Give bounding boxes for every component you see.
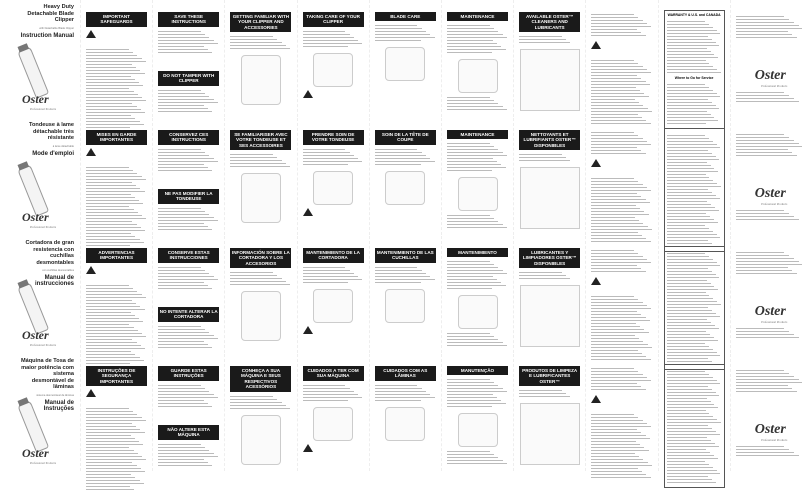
body-text xyxy=(158,149,219,171)
maintenance-illustration xyxy=(458,295,498,329)
oster-logo: Oster Professional Products xyxy=(754,186,788,206)
warranty-panel xyxy=(658,118,730,235)
body-text xyxy=(158,208,219,230)
body-text xyxy=(736,134,802,156)
warning-icon xyxy=(303,208,313,216)
body-text xyxy=(667,135,722,247)
body-text xyxy=(375,25,436,41)
section-heading: MISES EN GARDE IMPORTANTES xyxy=(86,130,147,145)
body-text xyxy=(158,90,219,112)
body-text xyxy=(230,36,291,49)
section-heading: BLADE CARE xyxy=(375,12,436,21)
service-panel xyxy=(585,0,657,117)
warning-icon xyxy=(86,266,96,274)
products-table xyxy=(520,285,580,347)
section-heading: NETTOYANTS ET LUBRIFIANTS OSTER™ DISPONIBLES xyxy=(519,130,580,150)
manual-title: Manual de instrucciones xyxy=(34,275,74,287)
panel-3 xyxy=(297,354,369,471)
body-text xyxy=(736,370,802,392)
product-title: Tondeuse à lame détachable très résistante xyxy=(29,122,74,141)
warning-icon xyxy=(303,90,313,98)
section-heading: CONHEÇA A SUA MÁQUINA E SEUS RESPECTIVOS ACESSÓRIOS xyxy=(230,366,291,392)
panel-2 xyxy=(224,354,296,471)
body-text xyxy=(303,31,364,47)
panel-2 xyxy=(224,236,296,353)
panel-0 xyxy=(80,354,152,471)
panel-0 xyxy=(80,118,152,235)
body-text xyxy=(591,368,652,390)
clipper-parts-diagram xyxy=(241,291,281,341)
section-es xyxy=(0,236,802,353)
body-text xyxy=(667,253,722,365)
section-heading: LUBRICANTES Y LIMPIADORES OSTER™ DISPONIBLES xyxy=(519,248,580,268)
section-heading: TAKING CARE OF YOUR CLIPPER xyxy=(303,12,364,27)
oster-logo: Oster Professional Products xyxy=(754,304,788,324)
body-text xyxy=(736,252,802,274)
body-text xyxy=(736,210,802,220)
section-heading: CONSERVEZ CES INSTRUCTIONS xyxy=(158,130,219,145)
section-heading: CONSERVE ESTAS INSTRUCCIONES xyxy=(158,248,219,263)
section-heading: SE FAMILIARISER AVEC VOTRE TONDEUSE ET SES ACCESSOIRES xyxy=(230,130,291,150)
product-subtitle: sistema desmontável de lâminas xyxy=(36,393,74,397)
cover-panel xyxy=(0,236,80,353)
section-heading: MAINTENANCE xyxy=(447,130,508,139)
body-text xyxy=(158,444,219,466)
manual-title: Instruction Manual xyxy=(20,32,74,39)
body-text xyxy=(736,92,802,102)
back-panel xyxy=(730,354,802,471)
cover-panel xyxy=(0,0,80,117)
oster-logo: Oster Professional Products xyxy=(22,210,57,229)
panel-5 xyxy=(441,354,513,471)
body-text xyxy=(667,371,722,483)
oster-logo: Oster Professional Products xyxy=(22,92,57,111)
body-text xyxy=(667,21,722,73)
body-text xyxy=(447,215,508,228)
product-subtitle: con cuchillas desmontables xyxy=(42,269,74,272)
back-panel xyxy=(730,236,802,353)
warranty-title: WARRANTY & U.S. and CANADA xyxy=(667,13,721,17)
panel-3 xyxy=(297,236,369,353)
blade-illustration xyxy=(313,289,353,323)
body-text xyxy=(158,326,219,348)
clipper-parts-diagram xyxy=(241,173,281,223)
warning-icon xyxy=(591,395,601,403)
panel-1 xyxy=(152,236,224,353)
products-table xyxy=(520,403,580,465)
section-heading: CUIDADOS A TER COM SUA MÁQUINA xyxy=(303,366,364,381)
maintenance-illustration xyxy=(458,59,498,93)
panel-1 xyxy=(152,354,224,471)
body-text xyxy=(158,31,219,53)
product-title: Heavy Duty Detachable Blade Clipper xyxy=(27,4,74,23)
section-heading: MANTENIMIENTO DE LA CORTADORA xyxy=(303,248,364,263)
oster-logo: Oster Professional Products xyxy=(22,446,57,465)
section-en xyxy=(0,0,802,117)
panel-6 xyxy=(513,0,585,117)
panel-0 xyxy=(80,0,152,117)
body-text xyxy=(375,267,436,283)
body-text xyxy=(230,272,291,285)
body-text xyxy=(591,14,652,36)
panel-4 xyxy=(369,118,441,235)
panel-1 xyxy=(152,118,224,235)
maintenance-illustration xyxy=(458,177,498,211)
body-text xyxy=(519,390,580,397)
clipper-parts-diagram xyxy=(241,55,281,105)
panel-2 xyxy=(224,118,296,235)
warranty-panel xyxy=(658,236,730,353)
body-text xyxy=(303,385,364,401)
panel-1 xyxy=(152,0,224,117)
service-panel xyxy=(585,236,657,353)
section-subheading: NÃO ALTERE ESTA MÁQUINA xyxy=(158,425,219,440)
body-text xyxy=(447,143,508,171)
body-text xyxy=(519,272,580,279)
body-text xyxy=(591,178,652,242)
panel-6 xyxy=(513,236,585,353)
blade-illustration xyxy=(313,407,353,441)
section-heading: MAINTENANCE xyxy=(447,12,508,21)
panel-2 xyxy=(224,0,296,117)
body-text xyxy=(591,60,652,124)
body-text xyxy=(519,36,580,43)
panel-3 xyxy=(297,118,369,235)
panel-6 xyxy=(513,118,585,235)
service-title: Where to Go for Service xyxy=(674,76,714,80)
section-heading: GUARDE ESTAS INSTRUÇÕES xyxy=(158,366,219,381)
panel-6 xyxy=(513,354,585,471)
body-text xyxy=(230,396,291,409)
section-heading: MANTENIMIENTO xyxy=(447,248,508,257)
panel-4 xyxy=(369,236,441,353)
section-heading: AVAILABLE OSTER™ CLEANERS AND LUBRICANTS xyxy=(519,12,580,32)
clipper-parts-diagram xyxy=(241,415,281,465)
warning-icon xyxy=(86,30,96,38)
warning-icon xyxy=(86,148,96,156)
body-text xyxy=(591,296,652,360)
blade-care-illustration xyxy=(385,289,425,323)
section-heading: CUIDADOS COM AS LÂMINAS xyxy=(375,366,436,381)
panel-4 xyxy=(369,0,441,117)
body-text xyxy=(447,379,508,407)
body-text xyxy=(736,328,802,338)
maintenance-illustration xyxy=(458,413,498,447)
oster-logo: Oster Professional Products xyxy=(22,328,57,347)
panel-5 xyxy=(441,236,513,353)
body-text xyxy=(230,154,291,167)
clipper-illustration xyxy=(17,281,49,334)
section-heading: INFORMACIÓN SOBRE LA CORTADORA Y LOS ACCESORIOS xyxy=(230,248,291,268)
warning-icon xyxy=(591,41,601,49)
section-subheading: NO INTENTE ALTERAR LA CORTADORA xyxy=(158,307,219,322)
product-title: Cortadora de gran resistencia con cuchillas desmontables xyxy=(25,240,74,266)
panel-3 xyxy=(297,0,369,117)
body-text xyxy=(158,385,219,407)
warranty-panel xyxy=(658,0,730,117)
manual-title: Mode d'emploi xyxy=(32,150,74,157)
body-text xyxy=(303,149,364,165)
panel-5 xyxy=(441,118,513,235)
body-text xyxy=(447,451,508,464)
blade-care-illustration xyxy=(385,171,425,205)
blade-care-illustration xyxy=(385,407,425,441)
body-text xyxy=(519,154,580,161)
body-text xyxy=(736,446,802,456)
warranty-panel xyxy=(658,354,730,471)
oster-logo: Oster Professional Products xyxy=(754,68,788,88)
blade-illustration xyxy=(313,171,353,205)
clipper-illustration xyxy=(17,45,49,98)
section-heading: PRODUTOS DE LIMPEZA E LUBRIFICANTES OSTER™ xyxy=(519,366,580,386)
warning-icon xyxy=(303,444,313,452)
warning-icon xyxy=(303,326,313,334)
panel-0 xyxy=(80,236,152,353)
product-subtitle: à lame détachable xyxy=(52,144,74,148)
body-text xyxy=(447,261,508,289)
body-text xyxy=(86,408,147,490)
section-heading: ADVERTENCIAS IMPORTANTES xyxy=(86,248,147,263)
body-text xyxy=(375,149,436,165)
service-panel xyxy=(585,118,657,235)
section-fr xyxy=(0,118,802,235)
section-heading: SOIN DE LA TÊTE DE COUPE xyxy=(375,130,436,145)
back-panel xyxy=(730,118,802,235)
manual-title: Manual de Instruções xyxy=(43,399,74,412)
section-subheading: DO NOT TAMPER WITH CLIPPER xyxy=(158,71,219,86)
body-text xyxy=(591,414,652,478)
body-text xyxy=(375,385,436,401)
body-text xyxy=(158,267,219,289)
body-text xyxy=(447,97,508,110)
blade-care-illustration xyxy=(385,47,425,81)
body-text xyxy=(591,132,652,154)
cover-panel xyxy=(0,354,80,471)
products-table xyxy=(520,167,580,229)
section-heading: PRENDRE SOIN DE VOTRE TONDEUSE xyxy=(303,130,364,145)
section-heading: MANTENIMIENTO DE LAS CUCHILLAS xyxy=(375,248,436,263)
product-subtitle: with Detachable Blade Clipper xyxy=(39,26,74,30)
panel-4 xyxy=(369,354,441,471)
cover-panel xyxy=(0,118,80,235)
body-text xyxy=(447,25,508,53)
back-panel xyxy=(730,0,802,117)
body-text xyxy=(591,250,652,272)
section-heading: GETTING FAMILIAR WITH YOUR CLIPPER AND ACCESSORIES xyxy=(230,12,291,32)
panel-5 xyxy=(441,0,513,117)
body-text xyxy=(736,16,802,38)
section-subheading: NE PAS MODIFIER LA TONDEUSE xyxy=(158,189,219,204)
products-table xyxy=(520,49,580,111)
oster-logo: Oster Professional Products xyxy=(754,422,788,442)
service-panel xyxy=(585,354,657,471)
warning-icon xyxy=(591,277,601,285)
section-heading: INSTRUÇÕES DE SEGURANÇA IMPORTANTES xyxy=(86,366,147,386)
warning-icon xyxy=(86,389,96,397)
section-heading: MANUTENÇÃO xyxy=(447,366,508,375)
section-pt xyxy=(0,354,802,471)
body-text xyxy=(303,267,364,283)
clipper-illustration xyxy=(17,163,49,216)
body-text xyxy=(447,333,508,346)
warning-icon xyxy=(591,159,601,167)
section-heading: IMPORTANT SAFEGUARDS xyxy=(86,12,147,27)
section-heading: SAVE THESE INSTRUCTIONS xyxy=(158,12,219,27)
blade-illustration xyxy=(313,53,353,87)
product-title: Máquina de Tosa de maior potência com sistema desmontável de lâminas xyxy=(20,358,74,390)
